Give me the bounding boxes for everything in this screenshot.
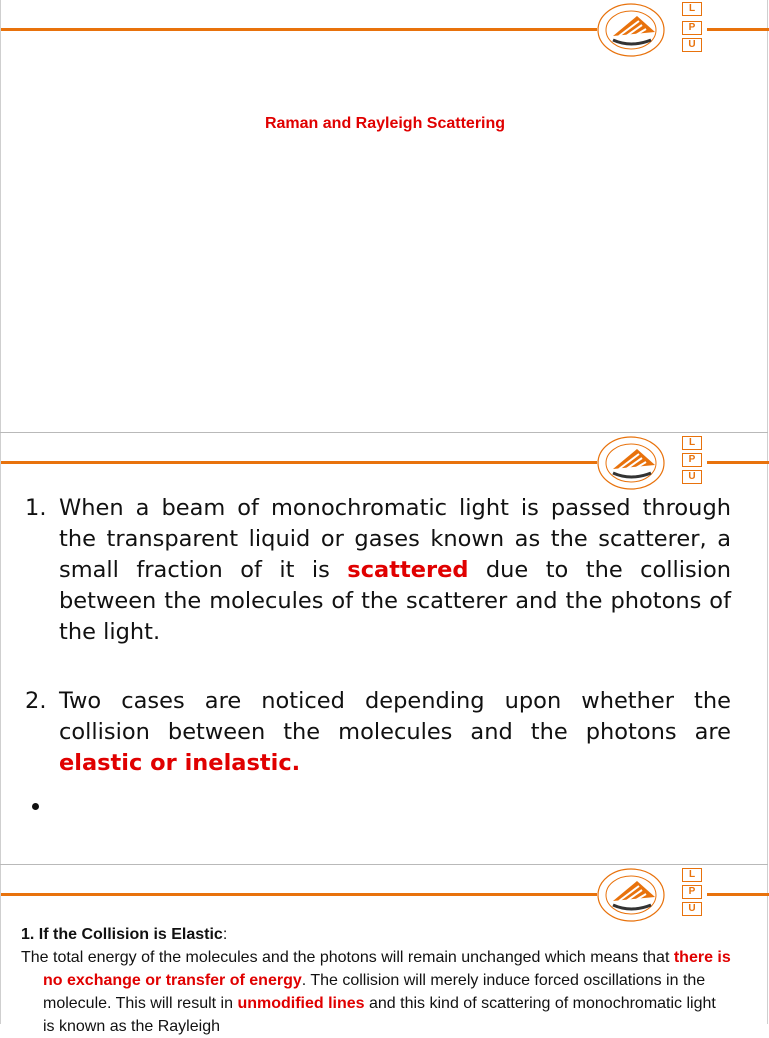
list-item-text: When a beam of monochromatic light is passed through the transparent liquid or gases known as the scatterer, a small fraction of it is xyxy=(59,495,731,583)
list-item-number: 2. xyxy=(25,688,47,714)
list-item-number: 1. xyxy=(25,495,47,521)
logo-letter-u: U xyxy=(682,902,702,916)
slide-1 xyxy=(0,0,768,432)
list-item-highlight: scattered xyxy=(347,557,469,583)
header-rule-left xyxy=(1,461,597,464)
logo-letter-p: P xyxy=(682,885,702,899)
logo-letter-u: U xyxy=(682,470,702,484)
list-item xyxy=(25,686,731,779)
paragraph: The total energy of the molecules and the photons will remain unchanged which means that there is no exchange or transfer of energy. The collision will merely induce forced oscillations in the molecule. This will result in unmodified lines and this kind of scattering of monochromatic light is known as the Rayleigh xyxy=(21,949,731,1035)
empty-bullet xyxy=(32,803,39,810)
header-rule-left xyxy=(1,28,597,31)
slide-3-body xyxy=(21,923,731,1038)
university-seal-logo xyxy=(597,435,665,491)
section-heading: 1. If the Collision is Elastic: xyxy=(21,926,228,943)
header-rule-right xyxy=(707,893,769,896)
slide-3 xyxy=(0,865,768,1035)
logo-letter-p: P xyxy=(682,453,702,467)
university-seal-logo xyxy=(597,867,665,923)
list-item-text-end: due to the collision between the molecules of the scatterer and the photons of the light. xyxy=(59,557,731,645)
slide-2 xyxy=(0,433,768,864)
logo-letter-l: L xyxy=(682,868,702,882)
logo-letter-l: L xyxy=(682,436,702,450)
logo-letter-p: P xyxy=(682,21,702,35)
list-item-text: Two cases are noticed depending upon whether the collision between the molecules and the photons are xyxy=(59,688,731,745)
highlight-text: unmodified lines xyxy=(237,995,365,1012)
logo-letter-l: L xyxy=(682,2,702,16)
list-item-highlight: elastic or inelastic. xyxy=(59,750,301,776)
slide-title: Raman and Rayleigh Scattering xyxy=(264,115,506,132)
logo-letter-u: U xyxy=(682,38,702,52)
highlight-text: there is no exchange or transfer of energy xyxy=(43,949,731,989)
list-item xyxy=(25,493,731,648)
header-rule-left xyxy=(1,893,597,896)
university-seal-logo xyxy=(597,2,665,58)
header-rule-right xyxy=(707,461,769,464)
header-rule-right xyxy=(707,28,769,31)
numbered-list xyxy=(25,493,731,817)
